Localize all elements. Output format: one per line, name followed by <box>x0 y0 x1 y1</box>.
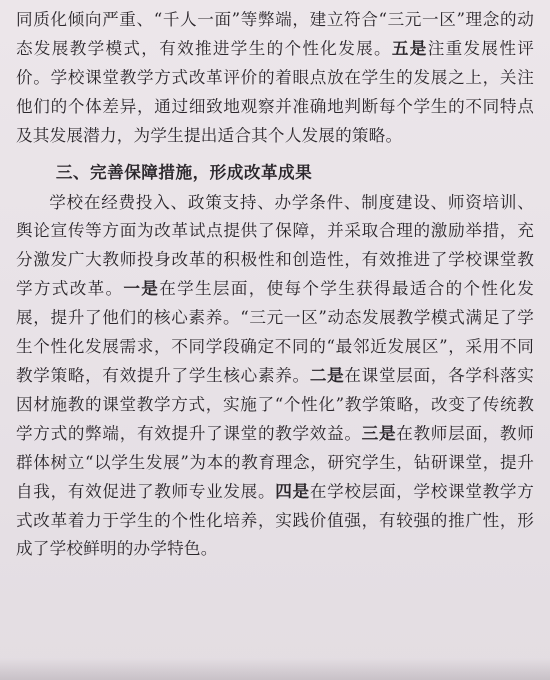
para2-point-1-marker: 一是 <box>123 279 160 299</box>
paragraph-1 <box>16 6 534 151</box>
para2-text-2: 在学生层面，使每个学生获得最适合的个性化发展，提升了他们的核心素养。“三元一区”动态发展教学模式满足了学生个性化发展需求，不同学段确定不同的“最邻近发展区”，采用不同教学策略，有效提升了学生核心素养。 <box>16 279 535 385</box>
para2-text-4: 在教师层面，教师群体树立“以学生发展”为本的教育理念，研究学生，钻研课堂，提升自我，有效促进了教师专业发展。 <box>16 423 535 501</box>
paragraph-2 <box>16 189 534 565</box>
para2-point-3-marker: 三是 <box>361 423 397 443</box>
para2-text-3: 在课堂层面，各学科落实因材施教的课堂教学方式，实施了“个性化”教学策略，改变了传统教学方式的弊端，有效提升了课堂的教学效益。 <box>16 365 535 443</box>
para1-point-5-marker: 五是 <box>391 38 428 58</box>
para1-text-1: 同质化倾向严重、“千人一面”等弊端，建立符合“三元一区”理念的动态发展教学模式，有效推进学生的个性化发展。 <box>16 10 534 58</box>
para1-text-2: 注重发展性评价。学校课堂教学方式改革评价的着眼点放在学生的发展之上，关注他们的个体差异，通过细致地观察并准确地判断每个学生的不同特点及其发展潜力，为学生提出适合其个人发展的策略。 <box>16 38 535 145</box>
page-bottom-shadow <box>0 658 550 680</box>
section-heading: 三、完善保障措施，形成改革成果 <box>55 162 313 182</box>
para2-point-4-marker: 四是 <box>275 481 310 501</box>
para2-text-5: 在学校层面，学校课堂教学方式改革着力于学生的个性化培养，实践价值强，有较强的推广性，形成了学校鲜明的办学特色。 <box>16 481 535 559</box>
para2-point-2-marker: 二是 <box>309 365 345 385</box>
para2-text-1: 学校在经费投入、政策支持、办学条件、制度建设、师资培训、舆论宣传等方面为改革试点提供了保障，并采取合理的激励举措，充分激发广大教师投身改革的积极性和创造性，有效推进了学校课堂教学方式改革。 <box>16 192 534 299</box>
